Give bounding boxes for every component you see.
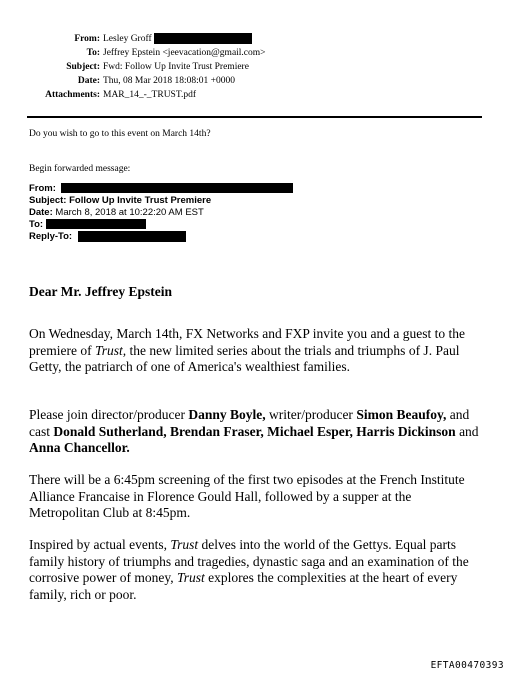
paragraph-guests xyxy=(29,407,479,457)
p2-text-2: writer/producer xyxy=(265,407,357,422)
p4-text-2: delves into the world of the Gettys. Equal parts family history of triumphs and tragedies, dynastic saga and an examination of the corrosive power of money, xyxy=(29,537,469,585)
p2-cast-names: Donald Sutherland, Brendan Fraser, Michael Esper, Harris Dickinson xyxy=(53,423,456,439)
fwd-from-label: From: xyxy=(29,183,56,194)
fwd-date-row xyxy=(29,207,204,218)
header-attachments-value: MAR_14_-_TRUST.pdf xyxy=(103,90,196,100)
p1-show-title: Trust, xyxy=(94,342,127,358)
header-to-value: Jeffrey Epstein <jeevacation@gmail.com> xyxy=(103,48,266,58)
redaction-box xyxy=(78,231,186,242)
p2-name-beaufoy: Simon Beaufoy, xyxy=(356,407,447,422)
fwd-date-value: March 8, 2018 at 10:22:20 AM EST xyxy=(55,207,204,218)
paragraph-description xyxy=(29,537,479,603)
fwd-subject-label: Subject: xyxy=(29,195,67,206)
forwarded-intro: Begin forwarded message: xyxy=(29,164,131,174)
fwd-reply-to-row xyxy=(29,231,186,242)
header-divider xyxy=(27,116,482,118)
paragraph-invitation xyxy=(29,326,479,376)
paragraph-schedule: There will be a 6:45pm screening of the first two episodes at the French Institute Alliance Francaise in Florence Gould Hall, followed by a supper at the Metropolitan Club at 8:45pm. xyxy=(29,472,465,520)
header-attachments-row xyxy=(0,89,512,101)
fwd-date-label: Date: xyxy=(29,207,53,218)
header-attachments-label: Attachments: xyxy=(45,90,100,100)
fwd-to-label: To: xyxy=(29,219,44,230)
p2-text-3: and cast xyxy=(29,407,470,439)
header-subject-row xyxy=(0,61,512,73)
p4-show-title: Trust xyxy=(170,537,199,552)
p2-name-boyle: Danny Boyle, xyxy=(188,407,266,422)
p2-text-4: and xyxy=(455,423,479,439)
header-from-row xyxy=(0,33,512,45)
p1-text-end: the new limited series about the trials and triumphs of J. Paul Getty, the patriarch of one of America's wealthiest families. xyxy=(29,342,460,374)
redaction-box xyxy=(46,219,146,229)
document-id: EFTA00470393 xyxy=(430,660,504,671)
header-date-row xyxy=(0,75,512,87)
p1-text: On Wednesday, March 14th, FX Networks and FXP invite you and a guest to the premiere of xyxy=(29,326,465,358)
header-subject-label: Subject: xyxy=(66,62,100,72)
redaction-box xyxy=(61,183,293,193)
header-to-row xyxy=(0,47,512,59)
header-subject-value: Fwd: Follow Up Invite Trust Premiere xyxy=(103,62,249,72)
question-text: Do you wish to go to this event on March 14th? xyxy=(29,129,211,139)
p4-text: Inspired by actual events, xyxy=(29,537,171,552)
fwd-subject-value: Follow Up Invite Trust Premiere xyxy=(69,195,212,206)
fwd-reply-to-label: Reply-To: xyxy=(29,231,73,243)
fwd-from-row xyxy=(29,183,293,194)
greeting: Dear Mr. Jeffrey Epstein xyxy=(29,284,172,299)
header-to-label: To: xyxy=(86,48,100,58)
p4-text-3: explores the complexities at the heart of every family, rich or poor. xyxy=(29,570,458,602)
header-from-value: Lesley Groff xyxy=(103,34,152,44)
redaction-box xyxy=(154,33,252,44)
header-date-value: Thu, 08 Mar 2018 18:08:01 +0000 xyxy=(103,76,236,86)
header-from-label: From: xyxy=(74,34,100,44)
fwd-subject-row xyxy=(29,195,211,206)
p2-name-chancellor: Anna Chancellor. xyxy=(29,440,130,455)
p2-text: Please join director/producer xyxy=(29,407,189,422)
p4-show-title-2: Trust xyxy=(176,570,205,585)
header-date-label: Date: xyxy=(77,76,100,86)
fwd-to-row xyxy=(29,219,146,230)
